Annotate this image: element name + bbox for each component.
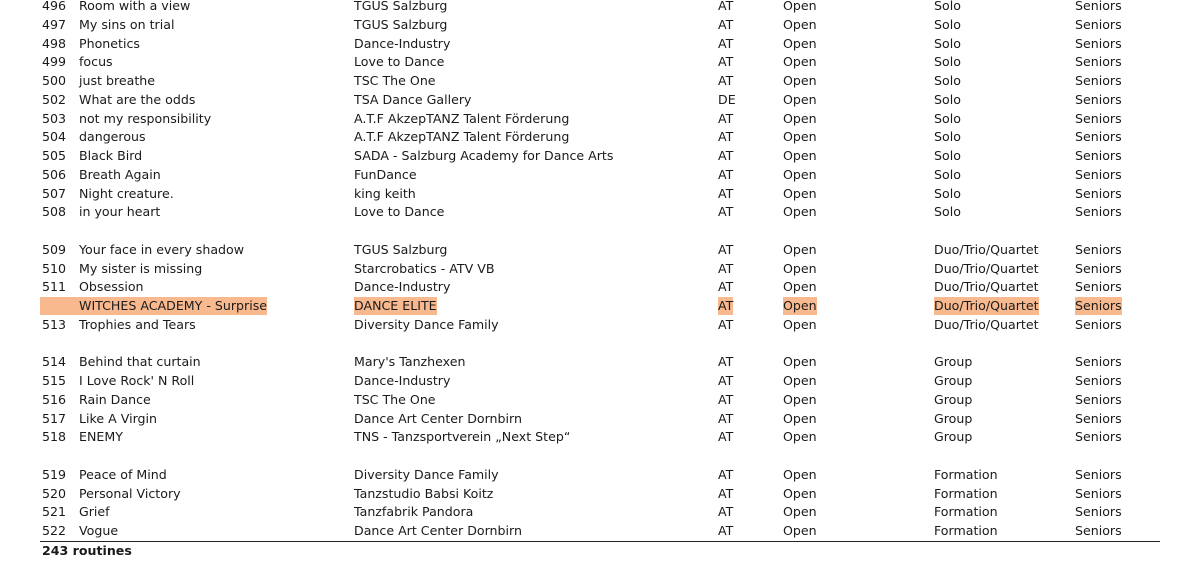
category: Solo — [934, 166, 961, 182]
age-group: Seniors — [1075, 0, 1122, 13]
school-name: A.T.F AkzepTANZ Talent Förderung — [354, 129, 570, 145]
routine-title: ENEMY — [79, 429, 123, 445]
level: Open — [783, 35, 817, 51]
age-group: Seniors — [1075, 35, 1122, 51]
routine-number: 513 — [42, 316, 67, 332]
level: Open — [783, 410, 817, 426]
routine-title: My sins on trial — [79, 16, 175, 32]
level: Open — [783, 429, 817, 445]
level: Open — [783, 316, 817, 332]
school-name: Love to Dance — [354, 204, 445, 220]
category: Solo — [934, 110, 961, 126]
routine-number: 520 — [42, 485, 67, 501]
routine-number: 496 — [42, 0, 67, 13]
school-name: Starcrobatics - ATV VB — [354, 260, 495, 276]
table-row — [0, 35, 1200, 53]
level: Open — [783, 54, 817, 70]
routine-title: Rain Dance — [79, 391, 151, 407]
country-code: AT — [718, 504, 734, 520]
category: Duo/Trio/Quartet — [934, 279, 1039, 295]
routine-title: My sister is missing — [79, 260, 203, 276]
school-name: Tanzfabrik Pandora — [354, 504, 474, 520]
routine-number: 502 — [42, 91, 67, 107]
routine-title: Like A Virgin — [79, 410, 157, 426]
table-row — [0, 466, 1200, 484]
routine-number: 503 — [42, 110, 67, 126]
table-row — [0, 278, 1200, 296]
country-code: AT — [718, 54, 734, 70]
routine-title: Peace of Mind — [79, 466, 167, 482]
table-row — [0, 110, 1200, 128]
category: Duo/Trio/Quartet — [934, 241, 1039, 257]
table-row — [0, 372, 1200, 390]
country-code: AT — [718, 129, 734, 145]
category: Formation — [934, 485, 998, 501]
routine-title: in your heart — [79, 204, 161, 220]
level: Open — [783, 185, 817, 201]
age-group: Seniors — [1075, 91, 1122, 107]
routine-title: What are the odds — [79, 91, 196, 107]
table-row — [0, 53, 1200, 71]
table-row — [0, 485, 1200, 503]
category: Group — [934, 373, 973, 388]
routine-number: 521 — [42, 504, 67, 520]
age-group: Seniors — [1075, 466, 1122, 482]
routine-number: 507 — [42, 185, 67, 201]
routine-number: 519 — [42, 466, 67, 482]
level: Open — [783, 485, 817, 501]
category: Formation — [934, 466, 998, 482]
routine-title: Night creature. — [79, 185, 174, 201]
routine-title: focus — [79, 54, 113, 70]
country-code: AT — [718, 410, 734, 426]
school-name: SADA - Salzburg Academy for Dance Arts — [354, 148, 614, 163]
school-name: DANCE ELITE — [354, 298, 437, 313]
routine-title: Phonetics — [79, 35, 140, 51]
routine-title: I Love Rock' N Roll — [79, 373, 195, 388]
age-group: Seniors — [1075, 260, 1122, 276]
country-code: AT — [718, 16, 734, 32]
table-row — [0, 128, 1200, 146]
routine-title: Obsession — [79, 279, 144, 295]
level: Open — [783, 466, 817, 482]
routine-number: 498 — [42, 35, 67, 51]
category: Solo — [934, 185, 961, 201]
table-row — [0, 72, 1200, 90]
country-code: AT — [718, 110, 734, 126]
routine-count: 243 routines — [42, 543, 132, 558]
routine-title: dangerous — [79, 129, 146, 145]
level: Open — [783, 373, 817, 388]
routine-number: 504 — [42, 129, 67, 145]
country-code: AT — [718, 391, 734, 407]
routine-number: 515 — [42, 373, 67, 388]
school-name: TGUS Salzburg — [354, 0, 448, 13]
routine-number: 516 — [42, 391, 67, 407]
age-group: Seniors — [1075, 504, 1122, 520]
country-code: AT — [718, 354, 734, 370]
school-name: king keith — [354, 185, 416, 201]
country-code: AT — [718, 260, 734, 276]
country-code: AT — [718, 279, 734, 295]
country-code: AT — [718, 485, 734, 501]
table-row — [0, 391, 1200, 409]
age-group: Seniors — [1075, 316, 1122, 332]
school-name: A.T.F AkzepTANZ Talent Förderung — [354, 110, 570, 126]
routine-title: Your face in every shadow — [79, 241, 245, 257]
country-code: AT — [718, 316, 734, 332]
table-row — [0, 185, 1200, 203]
routine-number: 506 — [42, 166, 67, 182]
school-name: Diversity Dance Family — [354, 316, 499, 332]
school-name: TSA Dance Gallery — [354, 91, 472, 107]
table-row — [0, 203, 1200, 221]
country-code: DE — [718, 91, 736, 107]
level: Open — [783, 260, 817, 276]
category: Solo — [934, 204, 961, 220]
age-group: Seniors — [1075, 523, 1122, 538]
routine-number: 518 — [42, 429, 67, 445]
table-row-highlighted — [0, 297, 1200, 315]
category: Solo — [934, 129, 961, 145]
category: Solo — [934, 54, 961, 70]
total-divider — [40, 541, 1160, 542]
routine-title: Personal Victory — [79, 485, 181, 501]
category: Solo — [934, 16, 961, 32]
age-group: Seniors — [1075, 485, 1122, 501]
country-code: AT — [718, 0, 734, 13]
age-group: Seniors — [1075, 298, 1122, 313]
routine-title: not my responsibility — [79, 110, 212, 126]
school-name: TNS - Tanzsportverein „Next Step“ — [354, 429, 571, 445]
age-group: Seniors — [1075, 204, 1122, 220]
table-row — [0, 91, 1200, 109]
country-code: AT — [718, 185, 734, 201]
routine-title: Behind that curtain — [79, 354, 201, 370]
routine-title: just breathe — [79, 73, 156, 88]
routine-number: 510 — [42, 260, 67, 276]
category: Duo/Trio/Quartet — [934, 260, 1039, 276]
school-name: Dance-Industry — [354, 35, 451, 51]
age-group: Seniors — [1075, 391, 1122, 407]
age-group: Seniors — [1075, 279, 1122, 295]
category: Duo/Trio/Quartet — [934, 298, 1039, 313]
category: Group — [934, 429, 973, 445]
category: Group — [934, 391, 973, 407]
category: Solo — [934, 148, 961, 163]
routine-number: 522 — [42, 523, 67, 538]
level: Open — [783, 298, 817, 313]
school-name: Mary's Tanzhexen — [354, 354, 466, 370]
category: Solo — [934, 91, 961, 107]
category: Group — [934, 410, 973, 426]
level: Open — [783, 241, 817, 257]
routine-number: 497 — [42, 16, 67, 32]
school-name: Diversity Dance Family — [354, 466, 499, 482]
category: Group — [934, 354, 973, 370]
age-group: Seniors — [1075, 185, 1122, 201]
table-row — [0, 428, 1200, 446]
age-group: Seniors — [1075, 73, 1122, 88]
country-code: AT — [718, 73, 734, 88]
routine-number: 517 — [42, 410, 67, 426]
country-code: AT — [718, 466, 734, 482]
level: Open — [783, 16, 817, 32]
country-code: AT — [718, 204, 734, 220]
school-name: Love to Dance — [354, 54, 445, 70]
level: Open — [783, 148, 817, 163]
level: Open — [783, 204, 817, 220]
table-row — [0, 353, 1200, 371]
level: Open — [783, 91, 817, 107]
age-group: Seniors — [1075, 166, 1122, 182]
routine-title: Room with a view — [79, 0, 191, 13]
routine-title: Grief — [79, 504, 110, 520]
routine-title: Black Bird — [79, 148, 143, 163]
routine-number: 500 — [42, 73, 67, 88]
level: Open — [783, 391, 817, 407]
category: Duo/Trio/Quartet — [934, 316, 1039, 332]
country-code: AT — [718, 166, 734, 182]
table-row — [0, 410, 1200, 428]
school-name: Dance-Industry — [354, 373, 451, 388]
level: Open — [783, 504, 817, 520]
age-group: Seniors — [1075, 241, 1122, 257]
routine-number: 499 — [42, 54, 67, 70]
age-group: Seniors — [1075, 16, 1122, 32]
school-name: TSC The One — [354, 73, 436, 88]
country-code: AT — [718, 148, 734, 163]
level: Open — [783, 129, 817, 145]
age-group: Seniors — [1075, 54, 1122, 70]
table-row — [0, 147, 1200, 165]
category: Solo — [934, 0, 961, 13]
age-group: Seniors — [1075, 410, 1122, 426]
age-group: Seniors — [1075, 110, 1122, 126]
level: Open — [783, 166, 817, 182]
level: Open — [783, 279, 817, 295]
school-name: TGUS Salzburg — [354, 241, 448, 257]
level: Open — [783, 354, 817, 370]
age-group: Seniors — [1075, 148, 1122, 163]
table-row — [0, 241, 1200, 259]
country-code: AT — [718, 523, 734, 538]
routine-number: 514 — [42, 354, 67, 370]
country-code: AT — [718, 429, 734, 445]
country-code: AT — [718, 35, 734, 51]
level: Open — [783, 0, 817, 13]
school-name: Dance-Industry — [354, 279, 451, 295]
category: Formation — [934, 523, 998, 538]
age-group: Seniors — [1075, 429, 1122, 445]
category: Formation — [934, 504, 998, 520]
country-code: AT — [718, 373, 734, 388]
table-row — [0, 166, 1200, 184]
table-row — [0, 316, 1200, 334]
routine-title: Breath Again — [79, 166, 161, 182]
category: Solo — [934, 73, 961, 88]
table-row — [0, 260, 1200, 278]
age-group: Seniors — [1075, 354, 1122, 370]
school-name: TGUS Salzburg — [354, 16, 448, 32]
age-group: Seniors — [1075, 129, 1122, 145]
country-code: AT — [718, 241, 734, 257]
school-name: TSC The One — [354, 391, 436, 407]
level: Open — [783, 110, 817, 126]
routine-title: WITCHES ACADEMY - Surprise — [40, 297, 267, 315]
routine-number: 511 — [42, 279, 67, 295]
level: Open — [783, 73, 817, 88]
table-row — [0, 16, 1200, 34]
school-name: FunDance — [354, 166, 417, 182]
school-name: Tanzstudio Babsi Koitz — [354, 485, 494, 501]
routine-number: 508 — [42, 204, 67, 220]
country-code: AT — [718, 298, 734, 313]
level: Open — [783, 523, 817, 538]
school-name: Dance Art Center Dornbirn — [354, 523, 522, 538]
age-group: Seniors — [1075, 373, 1122, 388]
table-row — [0, 0, 1200, 15]
category: Solo — [934, 35, 961, 51]
routine-title: Vogue — [79, 523, 119, 538]
table-row — [0, 503, 1200, 521]
routine-title: Trophies and Tears — [79, 316, 196, 332]
table-row — [0, 522, 1200, 540]
school-name: Dance Art Center Dornbirn — [354, 410, 522, 426]
routine-number: 509 — [42, 241, 67, 257]
routine-number: 505 — [42, 148, 67, 163]
